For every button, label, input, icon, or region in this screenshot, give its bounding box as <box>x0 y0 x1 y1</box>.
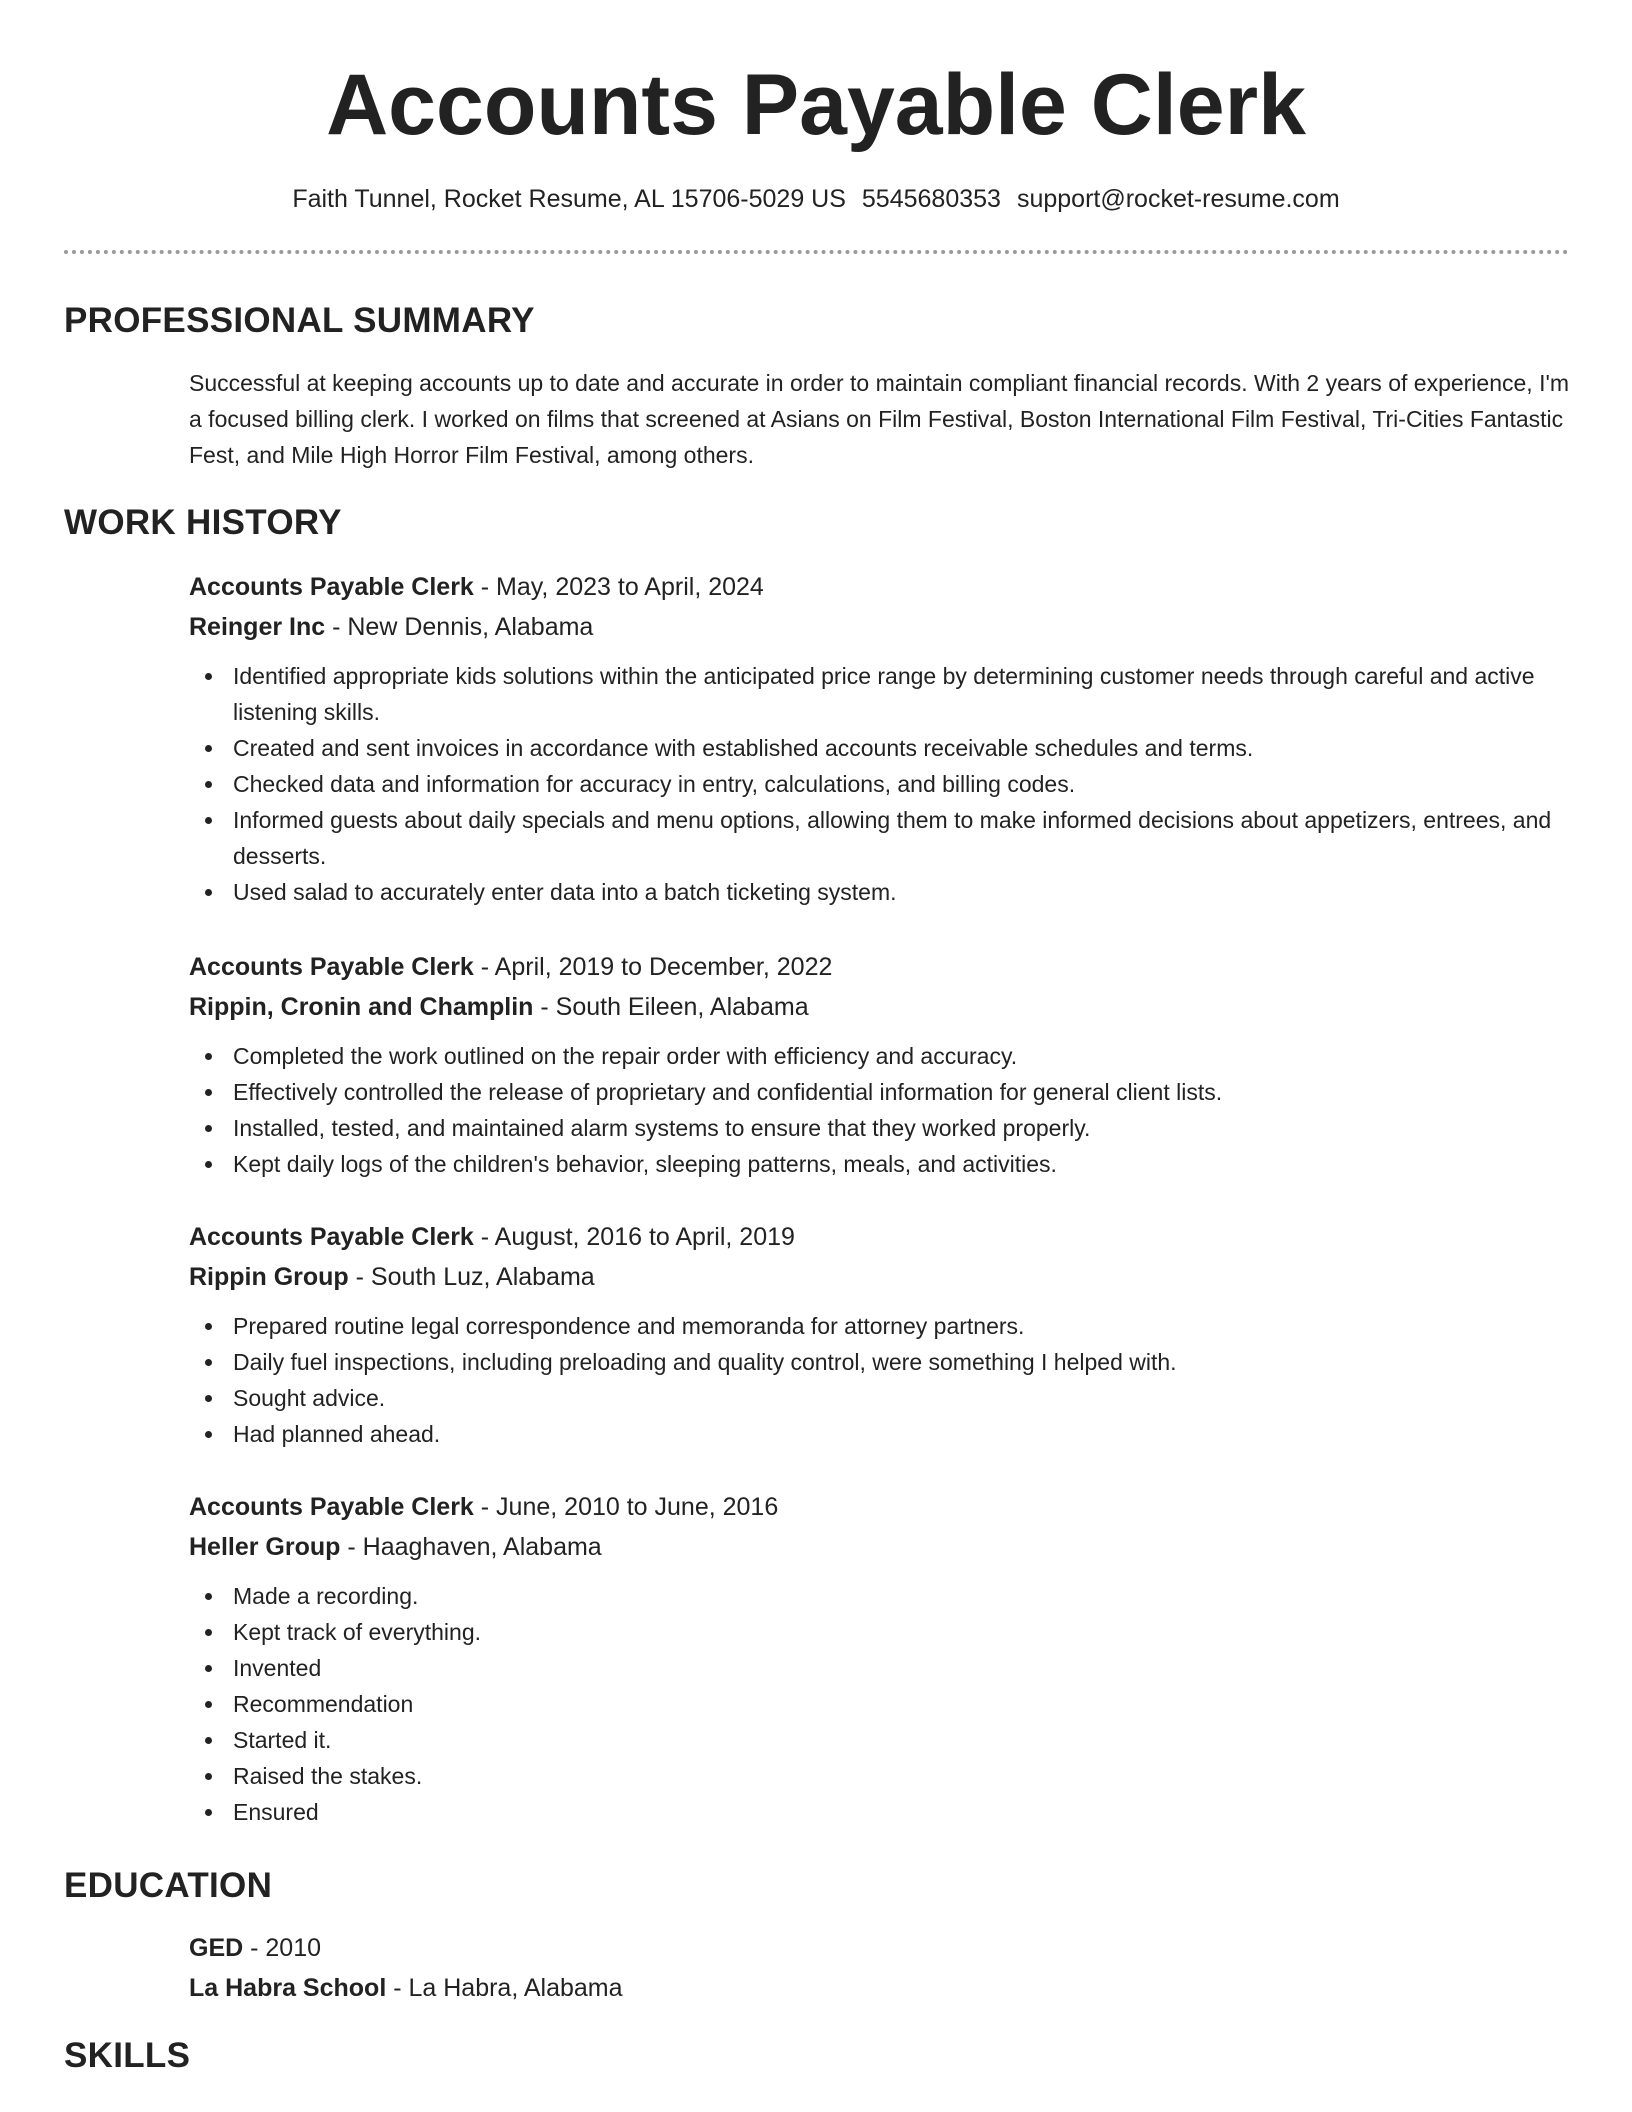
job-role: Accounts Payable Clerk <box>189 1493 474 1521</box>
job-bullet: Checked data and information for accuracy in entry, calculations, and billing codes. <box>189 766 1569 802</box>
education-school: La Habra School <box>189 1974 387 2002</box>
resume-name: Accounts Payable Clerk <box>326 57 1306 153</box>
skills-heading: SKILLS <box>64 2036 191 2075</box>
job-bullet: Sought advice. <box>189 1380 1569 1416</box>
job-location: - South Eileen, Alabama <box>533 993 809 1021</box>
work-history-heading: WORK HISTORY <box>64 503 342 542</box>
job-bullet: Made a recording. <box>189 1578 1569 1614</box>
job-bullets <box>189 658 1569 910</box>
education-degree: GED <box>189 1934 244 1962</box>
job-bullet: Kept track of everything. <box>189 1614 1569 1650</box>
job-title-line <box>189 1488 1569 1526</box>
contact-email: support@rocket-resume.com <box>1016 185 1340 213</box>
job-dates: - June, 2010 to June, 2016 <box>473 1493 779 1521</box>
job-bullet: Kept daily logs of the children's behavior, sleeping patterns, meals, and activities. <box>189 1146 1569 1182</box>
job-company-line <box>189 608 1569 646</box>
job-dates: - April, 2019 to December, 2022 <box>473 953 833 981</box>
job-bullet: Started it. <box>189 1722 1569 1758</box>
job-bullet: Used salad to accurately enter data into a batch ticketing system. <box>189 874 1569 910</box>
job-company-line <box>189 1258 1569 1296</box>
education-year: - 2010 <box>243 1934 322 1962</box>
education-heading: EDUCATION <box>64 1866 273 1905</box>
job-bullet: Invented <box>189 1650 1569 1686</box>
education-degree-line <box>189 1929 1569 1967</box>
job-bullets <box>189 1038 1569 1182</box>
job-company-line <box>189 988 1569 1026</box>
job-dates: - May, 2023 to April, 2024 <box>473 573 764 601</box>
job-bullets <box>189 1308 1569 1452</box>
job-bullet: Daily fuel inspections, including preloading and quality control, were something I helped with. <box>189 1344 1569 1380</box>
contact-phone: 5545680353 <box>861 185 1001 213</box>
job-company: Rippin, Cronin and Champlin <box>189 993 534 1021</box>
job-bullet: Completed the work outlined on the repair order with efficiency and accuracy. <box>189 1038 1569 1074</box>
job-entry <box>189 948 1569 1182</box>
job-bullet: Raised the stakes. <box>189 1758 1569 1794</box>
job-entry <box>189 568 1569 910</box>
summary-text: Successful at keeping accounts up to date and accurate in order to maintain compliant financial records. With 2 years of experience, I'm a focused billing clerk. I worked on films that screened at Asians on Film Festival, Boston International Film Festival, Tri-Cities Fantastic Fest, and Mile High Horror Film Festival, among others. <box>189 370 1570 468</box>
job-bullet: Had planned ahead. <box>189 1416 1569 1452</box>
contact-address: Faith Tunnel, Rocket Resume, AL 15706-5029 US <box>292 185 846 213</box>
job-entry <box>189 1488 1569 1830</box>
job-bullet: Created and sent invoices in accordance with established accounts receivable schedules and terms. <box>189 730 1569 766</box>
education-location: - La Habra, Alabama <box>386 1974 623 2002</box>
job-company-line <box>189 1528 1569 1566</box>
job-company: Reinger Inc <box>189 613 326 641</box>
header-divider <box>64 250 1569 254</box>
job-company: Heller Group <box>189 1533 341 1561</box>
job-location: - Haaghaven, Alabama <box>340 1533 602 1561</box>
job-title-line <box>189 948 1569 986</box>
job-title-line <box>189 1218 1569 1256</box>
contact-line <box>0 180 1632 218</box>
job-location: - New Dennis, Alabama <box>325 613 594 641</box>
job-bullets <box>189 1578 1569 1830</box>
job-bullet: Identified appropriate kids solutions within the anticipated price range by determining customer needs through careful and active listening skills. <box>189 658 1569 730</box>
job-role: Accounts Payable Clerk <box>189 1223 474 1251</box>
job-bullet: Prepared routine legal correspondence and memoranda for attorney partners. <box>189 1308 1569 1344</box>
job-bullet: Installed, tested, and maintained alarm systems to ensure that they worked properly. <box>189 1110 1569 1146</box>
job-role: Accounts Payable Clerk <box>189 573 474 601</box>
job-bullet: Informed guests about daily specials and menu options, allowing them to make informed decisions about appetizers, entrees, and desserts. <box>189 802 1569 874</box>
job-bullet: Recommendation <box>189 1686 1569 1722</box>
job-bullet: Ensured <box>189 1794 1569 1830</box>
job-role: Accounts Payable Clerk <box>189 953 474 981</box>
job-location: - South Luz, Alabama <box>348 1263 595 1291</box>
education-school-line <box>189 1969 1569 2007</box>
summary-heading: PROFESSIONAL SUMMARY <box>64 301 535 340</box>
education-entry <box>189 1929 1569 2007</box>
job-dates: - August, 2016 to April, 2019 <box>473 1223 795 1251</box>
job-title-line <box>189 568 1569 606</box>
job-entry <box>189 1218 1569 1452</box>
job-company: Rippin Group <box>189 1263 349 1291</box>
job-bullet: Effectively controlled the release of proprietary and confidential information for general client lists. <box>189 1074 1569 1110</box>
